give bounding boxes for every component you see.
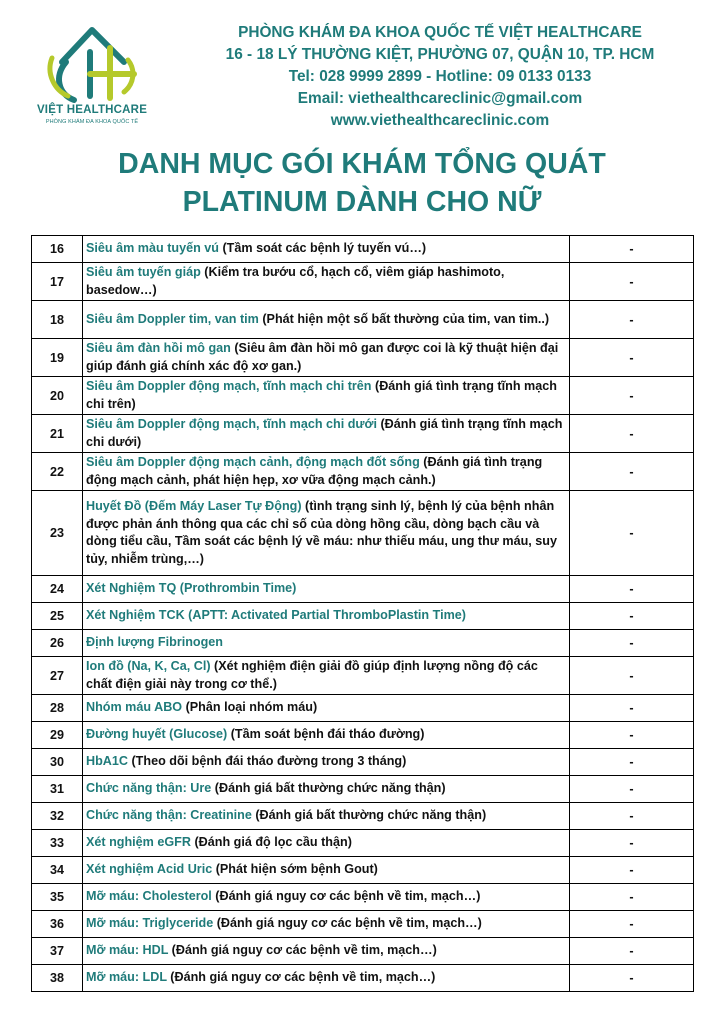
- service-name: Xét Nghiệm TCK (APTT: Activated Partial ThromboPlastin Time): [86, 608, 466, 623]
- service-name: Mỡ máu: Cholesterol: [86, 889, 212, 904]
- row-description: [83, 301, 570, 339]
- service-note: (Đánh giá độ lọc cầu thận): [190, 835, 352, 850]
- page-title: [0, 145, 724, 221]
- clinic-address: 16 - 18 LÝ THƯỜNG KIỆT, PHƯỜNG 07, QUẬN 10, TP. HCM: [225, 46, 655, 63]
- service-note: (Phát hiện một số bất thường của tim, van tim..): [258, 311, 550, 326]
- table-row: [32, 722, 694, 749]
- clinic-info: [160, 22, 720, 132]
- service-name: Xét nghiệm eGFR: [86, 835, 191, 850]
- row-value: -: [570, 576, 694, 603]
- service-note: (Tầm soát bệnh đái tháo đường): [227, 727, 425, 742]
- row-value: -: [570, 301, 694, 339]
- row-number: 16: [32, 236, 83, 263]
- service-name: Định lượng Fibrinogen: [86, 635, 223, 650]
- package-table: [31, 235, 694, 992]
- row-value: -: [570, 857, 694, 884]
- row-number: 19: [32, 339, 83, 377]
- service-name: Nhóm máu ABO: [86, 700, 183, 715]
- service-note: (Đánh giá nguy cơ các bệnh về tim, mạch…): [211, 889, 481, 904]
- row-number: 17: [32, 263, 83, 301]
- service-note: (Theo dõi bệnh đái tháo đường trong 3 tháng): [127, 754, 407, 769]
- row-value: -: [570, 830, 694, 857]
- table-row: [32, 803, 694, 830]
- service-note: (Đánh giá tình trạng động mạch cảnh, phát hiện hẹp, xơ vữa động mạch cảnh.): [86, 455, 543, 487]
- table-row: [32, 749, 694, 776]
- service-name: Siêu âm tuyến giáp: [86, 265, 201, 279]
- row-value: -: [570, 884, 694, 911]
- clinic-phone: Tel: 028 9999 2899 - Hotline: 09 0133 0133: [288, 68, 592, 85]
- row-description: [83, 236, 570, 263]
- clinic-name: PHÒNG KHÁM ĐA KHOA QUỐC TẾ VIỆT HEALTHCARE: [238, 24, 642, 41]
- service-name: Mỡ máu: LDL: [86, 970, 167, 985]
- row-number: 29: [32, 722, 83, 749]
- service-note: (Siêu âm đàn hồi mô gan được coi là kỹ thuật hiện đại giúp đánh giá chính xác độ xơ gan.): [86, 341, 559, 373]
- row-value: -: [570, 263, 694, 301]
- table-row: [32, 453, 694, 491]
- row-description: [83, 803, 570, 830]
- row-value: -: [570, 491, 694, 576]
- row-description: [83, 911, 570, 938]
- table-row: [32, 576, 694, 603]
- table-row: [32, 415, 694, 453]
- table-row: [32, 657, 694, 695]
- row-number: 38: [32, 965, 83, 992]
- row-number: 25: [32, 603, 83, 630]
- row-description: [83, 965, 570, 992]
- service-name: Chức năng thận: Ure: [86, 781, 212, 796]
- row-value: -: [570, 339, 694, 377]
- row-number: 26: [32, 630, 83, 657]
- row-value: -: [570, 749, 694, 776]
- service-name: Đường huyết (Glucose): [86, 727, 228, 742]
- row-number: 20: [32, 377, 83, 415]
- row-value: -: [570, 938, 694, 965]
- row-description: [83, 830, 570, 857]
- table-row: [32, 965, 694, 992]
- row-value: -: [570, 722, 694, 749]
- service-note: (Phân loại nhóm máu): [182, 700, 318, 715]
- row-number: 28: [32, 695, 83, 722]
- title-line-1: DANH MỤC GÓI KHÁM TỔNG QUÁT: [118, 148, 606, 180]
- row-description: [83, 491, 570, 576]
- row-description: [83, 415, 570, 453]
- row-description: [83, 339, 570, 377]
- table-row: [32, 236, 694, 263]
- row-description: [83, 603, 570, 630]
- row-description: [83, 857, 570, 884]
- service-name: Siêu âm Doppler động mạch, tĩnh mạch chi trên: [86, 379, 372, 393]
- service-note: (Xét nghiệm điện giải đồ giúp định lượng nồng độ các chất điện giải này trong cơ thể.): [86, 659, 538, 691]
- service-note: (Kiểm tra bướu cổ, hạch cổ, viêm giáp hashimoto, basedow…): [86, 265, 505, 297]
- service-name: Mỡ máu: HDL: [86, 943, 169, 958]
- table-row: [32, 857, 694, 884]
- service-note: (Đánh giá bất thường chức năng thận): [251, 808, 487, 823]
- logo-subtitle: PHÒNG KHÁM ĐA KHOA QUỐC TẾ: [45, 119, 139, 125]
- service-note: (Đánh giá bất thường chức năng thận): [211, 781, 446, 796]
- row-description: [83, 938, 570, 965]
- row-number: 27: [32, 657, 83, 695]
- row-number: 32: [32, 803, 83, 830]
- service-name: Chức năng thận: Creatinine: [86, 808, 252, 823]
- table-row: [32, 339, 694, 377]
- row-description: [83, 377, 570, 415]
- row-value: -: [570, 911, 694, 938]
- row-description: [83, 630, 570, 657]
- service-name: Siêu âm Doppler tim, van tim: [86, 311, 259, 326]
- service-note: (Đánh giá nguy cơ các bệnh về tim, mạch…): [166, 970, 436, 985]
- row-value: -: [570, 803, 694, 830]
- row-number: 24: [32, 576, 83, 603]
- logo-name: VIỆT HEALTHCARE: [36, 104, 148, 116]
- row-value: -: [570, 776, 694, 803]
- service-name: Huyết Đồ (Đếm Máy Laser Tự Động): [86, 499, 302, 513]
- row-description: [83, 884, 570, 911]
- row-value: -: [570, 415, 694, 453]
- service-note: (tình trạng sinh lý, bệnh lý của bệnh nhân được phản ánh thông qua các chỉ số của dòng hồng cầu, dòng bạch cầu và dòng tiểu cầu, Tầm soát các bệnh lý về máu: như thiếu máu, ung thư máu, suy tủy, nhiễm trùng,…): [86, 499, 557, 566]
- row-value: -: [570, 965, 694, 992]
- row-number: 23: [32, 491, 83, 576]
- row-number: 33: [32, 830, 83, 857]
- row-value: -: [570, 377, 694, 415]
- service-name: Siêu âm màu tuyến vú: [86, 241, 219, 256]
- service-name: Ion đồ (Na, K, Ca, Cl): [86, 659, 211, 673]
- row-description: [83, 263, 570, 301]
- row-value: -: [570, 695, 694, 722]
- row-description: [83, 722, 570, 749]
- row-description: [83, 453, 570, 491]
- service-note: (Tầm soát các bệnh lý tuyến vú…): [218, 241, 427, 256]
- row-description: [83, 657, 570, 695]
- row-description: [83, 576, 570, 603]
- table-row: [32, 491, 694, 576]
- table-row: [32, 603, 694, 630]
- row-value: -: [570, 630, 694, 657]
- row-number: 31: [32, 776, 83, 803]
- row-number: 34: [32, 857, 83, 884]
- service-note: (Đánh giá tình trạng tĩnh mạch chi dưới): [86, 417, 563, 449]
- row-number: 30: [32, 749, 83, 776]
- row-number: 22: [32, 453, 83, 491]
- clinic-website: www.viethealthcareclinic.com: [330, 112, 550, 129]
- service-note: (Phát hiện sớm bệnh Gout): [212, 862, 378, 877]
- table-row: [32, 630, 694, 657]
- table-row: [32, 263, 694, 301]
- row-number: 37: [32, 938, 83, 965]
- row-number: 35: [32, 884, 83, 911]
- service-name: Xét Nghiệm TQ (Prothrombin Time): [86, 581, 297, 596]
- row-description: [83, 776, 570, 803]
- service-name: Xét nghiệm Acid Uric: [86, 862, 213, 877]
- table-row: [32, 377, 694, 415]
- service-name: HbA1C: [86, 754, 128, 769]
- table-row: [32, 301, 694, 339]
- table-row: [32, 884, 694, 911]
- service-name: Siêu âm Doppler động mạch, tĩnh mạch chi dưới: [86, 417, 377, 431]
- table-row: [32, 776, 694, 803]
- clinic-email: Email: viethealthcareclinic@gmail.com: [297, 90, 583, 107]
- table-row: [32, 695, 694, 722]
- row-description: [83, 695, 570, 722]
- table-row: [32, 911, 694, 938]
- service-note: (Đánh giá tình trạng tĩnh mạch chi trên): [86, 379, 557, 411]
- row-value: -: [570, 657, 694, 695]
- table-row: [32, 830, 694, 857]
- row-value: -: [570, 236, 694, 263]
- row-description: [83, 749, 570, 776]
- logo-mark-icon: [44, 18, 144, 104]
- title-line-2: PLATINUM DÀNH CHO NỮ: [182, 186, 542, 218]
- row-number: 21: [32, 415, 83, 453]
- row-value: -: [570, 603, 694, 630]
- service-note: (Đánh giá nguy cơ các bệnh về tim, mạch…): [213, 916, 482, 931]
- table-row: [32, 938, 694, 965]
- service-name: Siêu âm Doppler động mạch cảnh, động mạch đốt sống: [86, 455, 420, 469]
- clinic-logo: [30, 18, 160, 133]
- service-name: Siêu âm đàn hồi mô gan: [86, 341, 231, 355]
- service-name: Mỡ máu: Triglyceride: [86, 916, 214, 931]
- header: [0, 0, 724, 135]
- service-note: (Đánh giá nguy cơ các bệnh về tim, mạch…): [168, 943, 437, 958]
- row-number: 36: [32, 911, 83, 938]
- row-value: -: [570, 453, 694, 491]
- row-number: 18: [32, 301, 83, 339]
